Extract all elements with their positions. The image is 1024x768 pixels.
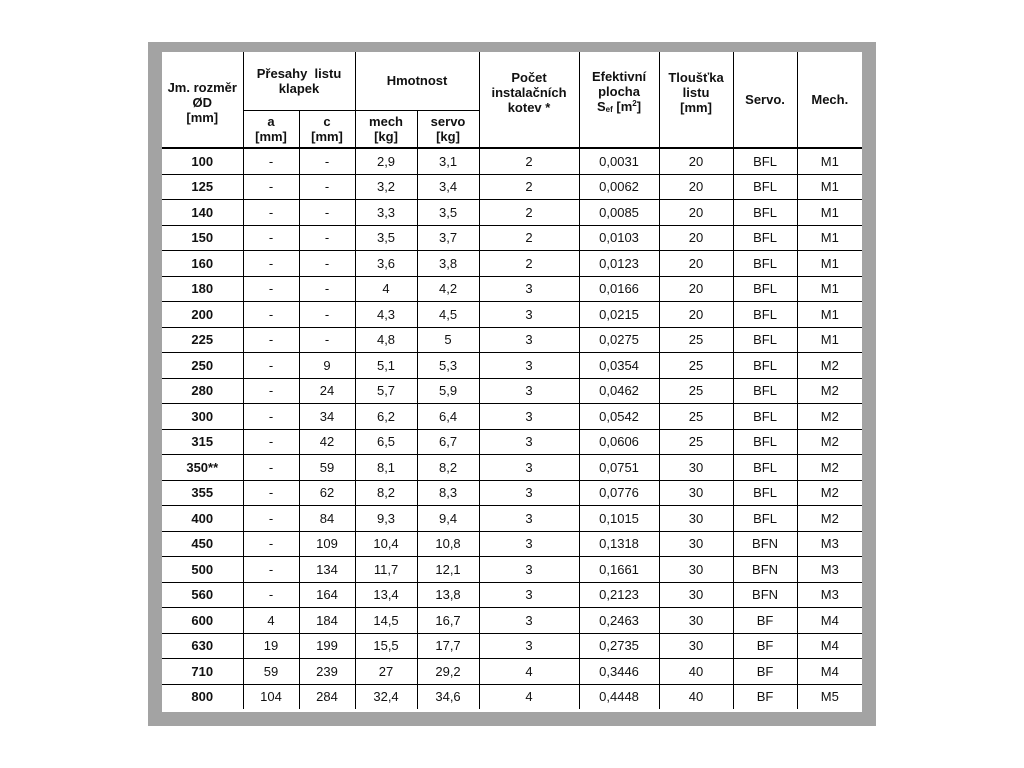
header-servo-label: Servo. [745, 92, 785, 107]
table-row [162, 404, 862, 430]
cell-weight-mech: 4,3 [355, 302, 417, 328]
header-weight-group [355, 52, 479, 110]
table-row [162, 302, 862, 328]
cell-size: 160 [162, 251, 243, 277]
cell-mech: M4 [797, 633, 862, 659]
cell-weight-servo: 5,9 [417, 378, 479, 404]
cell-weight-servo: 34,6 [417, 684, 479, 709]
cell-mech: M1 [797, 327, 862, 353]
cell-thickness: 20 [659, 251, 733, 277]
header-anchors [479, 52, 579, 148]
header-servo-weight-line: [kg] [436, 128, 460, 144]
cell-mech: M2 [797, 429, 862, 455]
cell-servo: BFN [733, 582, 797, 608]
cell-thickness: 40 [659, 659, 733, 685]
cell-servo: BFL [733, 225, 797, 251]
header-size-line: [mm] [186, 110, 219, 125]
header-thickness-line: Tloušťka [668, 70, 724, 85]
cell-thickness: 30 [659, 531, 733, 557]
cell-overlap-c: 239 [299, 659, 355, 685]
cell-anchors: 3 [479, 378, 579, 404]
cell-mech: M1 [797, 148, 862, 174]
header-overlap-a [243, 110, 299, 148]
header-mech-label: Mech. [811, 92, 849, 107]
cell-effective-area: 0,1661 [579, 557, 659, 583]
cell-overlap-a: - [243, 276, 299, 302]
cell-weight-servo: 5 [417, 327, 479, 353]
cell-anchors: 3 [479, 455, 579, 481]
cell-anchors: 4 [479, 684, 579, 709]
cell-effective-area: 0,0275 [579, 327, 659, 353]
cell-effective-area: 0,2463 [579, 608, 659, 634]
cell-thickness: 40 [659, 684, 733, 709]
cell-thickness: 30 [659, 582, 733, 608]
cell-mech: M4 [797, 659, 862, 685]
cell-mech: M2 [797, 480, 862, 506]
cell-overlap-a: - [243, 404, 299, 430]
cell-overlap-a: - [243, 582, 299, 608]
cell-effective-area: 0,0062 [579, 174, 659, 200]
header-size-line: ØD [192, 95, 212, 110]
area-unit-open: [m [612, 98, 633, 114]
cell-weight-servo: 17,7 [417, 633, 479, 659]
cell-overlap-a: - [243, 251, 299, 277]
cell-overlap-c: 184 [299, 608, 355, 634]
cell-size: 800 [191, 689, 214, 705]
cell-servo: BFL [733, 378, 797, 404]
header-c-line: [mm] [311, 128, 343, 144]
cell-thickness: 25 [659, 429, 733, 455]
cell-weight-servo: 3,7 [417, 225, 479, 251]
cell-size: 630 [162, 633, 243, 659]
cell-overlap-c: 109 [299, 531, 355, 557]
cell-weight-mech: 3,6 [355, 251, 417, 277]
cell-effective-area: 0,0031 [579, 148, 659, 174]
cell-servo: BFN [733, 557, 797, 583]
cell-weight-mech: 8,2 [355, 480, 417, 506]
cell-weight-mech: 13,4 [355, 582, 417, 608]
cell-size: 100 [162, 148, 243, 174]
cell-thickness: 25 [659, 404, 733, 430]
cell-overlap-a: - [243, 225, 299, 251]
header-area-line: Efektivní [591, 68, 647, 84]
cell-weight-mech: 5,1 [355, 353, 417, 379]
table-row [162, 506, 862, 532]
table-row [162, 557, 862, 583]
cell-effective-area: 0,1015 [579, 506, 659, 532]
cell-overlap-c: - [299, 251, 355, 277]
area-subscript: ef [605, 104, 613, 114]
cell-overlap-a: - [243, 455, 299, 481]
cell-weight-servo: 29,2 [417, 659, 479, 685]
header-area [579, 52, 659, 148]
cell-size: 225 [162, 327, 243, 353]
cell-weight-servo: 6,4 [417, 404, 479, 430]
cell-weight-mech: 6,5 [355, 429, 417, 455]
cell-size: 140 [162, 200, 243, 226]
cell-weight-servo: 3,4 [417, 174, 479, 200]
cell-weight-servo: 3,5 [417, 200, 479, 226]
cell-overlap-a: - [243, 506, 299, 532]
cell-overlap-c: 134 [299, 557, 355, 583]
cell-thickness: 25 [659, 353, 733, 379]
cell-overlap-c: - [299, 225, 355, 251]
cell-weight-mech: 32,4 [355, 684, 417, 709]
cell-servo: BFL [733, 429, 797, 455]
area-superscript: 2 [632, 98, 637, 108]
cell-weight-servo: 8,2 [417, 455, 479, 481]
header-a-line: [mm] [255, 128, 287, 144]
cell-effective-area: 0,0606 [579, 429, 659, 455]
area-unit-close: ] [636, 98, 642, 114]
cell-anchors: 3 [479, 582, 579, 608]
cell-mech: M1 [797, 251, 862, 277]
cell-overlap-a: - [243, 353, 299, 379]
header-mech-weight-line: [kg] [374, 128, 398, 144]
cell-weight-servo: 5,3 [417, 353, 479, 379]
cell-anchors: 3 [479, 429, 579, 455]
cell-size: 315 [162, 429, 243, 455]
table-row [162, 608, 862, 634]
header-a-line: a [267, 113, 275, 129]
cell-servo: BFL [733, 200, 797, 226]
area-symbol: S [596, 98, 606, 114]
cell-effective-area: 0,0776 [579, 480, 659, 506]
cell-size: 500 [162, 557, 243, 583]
cell-effective-area: 0,4448 [579, 684, 659, 709]
cell-overlap-a: - [243, 148, 299, 174]
cell-servo: BF [733, 633, 797, 659]
cell-weight-servo: 9,4 [417, 506, 479, 532]
header-anchors-line: instalačních [491, 85, 567, 100]
cell-mech: M2 [797, 455, 862, 481]
cell-overlap-c: 284 [299, 684, 355, 709]
cell-overlap-a: - [243, 327, 299, 353]
cell-servo: BFL [733, 302, 797, 328]
cell-mech: M2 [797, 506, 862, 532]
header-overlap-c [299, 110, 355, 148]
cell-size: 125 [162, 174, 243, 200]
cell-weight-mech: 3,5 [355, 225, 417, 251]
cell-effective-area: 0,0215 [579, 302, 659, 328]
cell-servo: BFL [733, 353, 797, 379]
cell-overlap-c: 164 [299, 582, 355, 608]
cell-overlap-c: - [299, 148, 355, 174]
cell-anchors: 2 [479, 251, 579, 277]
cell-servo: BFL [733, 276, 797, 302]
cell-thickness: 20 [659, 225, 733, 251]
cell-thickness: 20 [659, 302, 733, 328]
cell-anchors: 3 [479, 557, 579, 583]
cell-weight-mech: 3,3 [355, 200, 417, 226]
cell-effective-area: 0,0103 [579, 225, 659, 251]
table-row [162, 200, 862, 226]
cell-overlap-a: - [243, 302, 299, 328]
cell-weight-servo: 16,7 [417, 608, 479, 634]
table-row [162, 353, 862, 379]
cell-anchors: 2 [479, 200, 579, 226]
cell-thickness: 30 [659, 557, 733, 583]
cell-effective-area: 0,0166 [579, 276, 659, 302]
cell-thickness: 25 [659, 378, 733, 404]
cell-mech: M1 [797, 174, 862, 200]
header-thickness-line: listu [682, 85, 710, 100]
cell-overlap-c: - [299, 200, 355, 226]
cell-weight-servo: 10,8 [417, 531, 479, 557]
cell-size: 250 [162, 353, 243, 379]
cell-weight-servo: 4,5 [417, 302, 479, 328]
cell-weight-mech: 27 [355, 659, 417, 685]
cell-servo: BFN [733, 531, 797, 557]
cell-anchors: 3 [479, 480, 579, 506]
cell-servo: BFL [733, 480, 797, 506]
header-overlap-line: klapek [278, 80, 320, 96]
cell-anchors: 2 [479, 174, 579, 200]
cell-size: 600 [162, 608, 243, 634]
cell-mech: M2 [797, 378, 862, 404]
header-overlap-group [243, 52, 355, 110]
cell-weight-mech: 8,1 [355, 455, 417, 481]
cell-overlap-c: - [299, 276, 355, 302]
cell-servo: BF [733, 608, 797, 634]
cell-overlap-a: 19 [243, 633, 299, 659]
cell-servo: BFL [733, 455, 797, 481]
cell-overlap-a: - [243, 200, 299, 226]
table-row [162, 148, 862, 174]
cell-overlap-a: 59 [243, 659, 299, 685]
header-thickness [659, 52, 733, 148]
cell-size: 200 [162, 302, 243, 328]
table-row [162, 633, 862, 659]
cell-weight-mech: 2,9 [355, 148, 417, 174]
cell-anchors: 3 [479, 531, 579, 557]
table-row [162, 251, 862, 277]
cell-weight-servo: 4,2 [417, 276, 479, 302]
cell-effective-area: 0,3446 [579, 659, 659, 685]
cell-thickness: 30 [659, 608, 733, 634]
cell-effective-area: 0,0462 [579, 378, 659, 404]
cell-servo: BFL [733, 251, 797, 277]
cell-overlap-c: - [299, 174, 355, 200]
cell-overlap-a: - [243, 557, 299, 583]
cell-mech: M3 [797, 531, 862, 557]
cell-weight-servo: 6,7 [417, 429, 479, 455]
cell-overlap-c: - [299, 327, 355, 353]
header-size-line: Jm. rozměr [167, 80, 237, 95]
header-weight-label: Hmotnost [386, 73, 448, 89]
cell-mech: M1 [797, 225, 862, 251]
cell-servo: BFL [733, 148, 797, 174]
table-row [162, 225, 862, 251]
cell-servo: BFL [733, 327, 797, 353]
cell-mech: M1 [797, 276, 862, 302]
cell-mech: M1 [797, 200, 862, 226]
cell-weight-mech: 5,7 [355, 378, 417, 404]
cell-anchors: 3 [479, 633, 579, 659]
cell-thickness: 30 [659, 506, 733, 532]
table-row [162, 174, 862, 200]
cell-weight-mech: 6,2 [355, 404, 417, 430]
table-row [162, 429, 862, 455]
cell-servo: BF [733, 684, 797, 709]
cell-size: 355 [162, 480, 243, 506]
header-servo-weight-line: servo [430, 113, 466, 129]
cell-overlap-a: - [243, 378, 299, 404]
cell-anchors: 3 [479, 404, 579, 430]
cell-weight-mech: 11,7 [355, 557, 417, 583]
cell-overlap-c: 62 [299, 480, 355, 506]
cell-anchors: 2 [479, 225, 579, 251]
cell-effective-area: 0,0751 [579, 455, 659, 481]
cell-weight-mech: 9,3 [355, 506, 417, 532]
cell-anchors: 4 [479, 659, 579, 685]
header-anchors-line: kotev * [507, 100, 551, 115]
cell-servo: BFL [733, 404, 797, 430]
cell-weight-servo: 3,1 [417, 148, 479, 174]
cell-overlap-c: 199 [299, 633, 355, 659]
cell-mech: M2 [797, 353, 862, 379]
cell-thickness: 20 [659, 148, 733, 174]
cell-size: 150 [162, 225, 243, 251]
cell-anchors: 3 [479, 327, 579, 353]
cell-weight-servo: 3,8 [417, 251, 479, 277]
cell-overlap-a: 104 [243, 684, 299, 709]
header-mech-weight-line: mech [369, 113, 403, 129]
cell-thickness: 30 [659, 633, 733, 659]
cell-anchors: 3 [479, 608, 579, 634]
cell-size: 710 [162, 659, 243, 685]
cell-weight-mech: 3,2 [355, 174, 417, 200]
cell-effective-area: 0,0354 [579, 353, 659, 379]
cell-weight-mech: 15,5 [355, 633, 417, 659]
cell-size: 180 [162, 276, 243, 302]
spec-sheet [162, 52, 862, 712]
cell-overlap-c: 84 [299, 506, 355, 532]
cell-servo: BFL [733, 174, 797, 200]
table-row [162, 531, 862, 557]
cell-overlap-c: 59 [299, 455, 355, 481]
cell-overlap-a: 4 [243, 608, 299, 634]
cell-overlap-c: 42 [299, 429, 355, 455]
cell-effective-area: 0,0085 [579, 200, 659, 226]
cell-effective-area: 0,0542 [579, 404, 659, 430]
header-weight-servo [417, 110, 479, 148]
cell-thickness: 30 [659, 455, 733, 481]
cell-overlap-c: 9 [299, 353, 355, 379]
cell-overlap-a: - [243, 429, 299, 455]
header-servo [733, 52, 797, 148]
cell-overlap-c: 34 [299, 404, 355, 430]
header-weight-mech [355, 110, 417, 148]
cell-weight-mech: 4,8 [355, 327, 417, 353]
cell-size: 560 [162, 582, 243, 608]
cell-size: 280 [162, 378, 243, 404]
cell-thickness: 20 [659, 174, 733, 200]
table-row [162, 684, 862, 709]
cell-size: 400 [162, 506, 243, 532]
header-area-unit [580, 99, 659, 117]
cell-overlap-a: - [243, 531, 299, 557]
table-body [162, 148, 862, 709]
cell-thickness: 30 [659, 480, 733, 506]
cell-effective-area: 0,0123 [579, 251, 659, 277]
cell-effective-area: 0,1318 [579, 531, 659, 557]
cell-anchors: 3 [479, 353, 579, 379]
header-c-line: c [323, 113, 331, 129]
cell-mech: M5 [797, 684, 862, 709]
cell-thickness: 25 [659, 327, 733, 353]
cell-weight-mech: 10,4 [355, 531, 417, 557]
table-row [162, 276, 862, 302]
damper-spec-table [162, 52, 862, 709]
cell-mech: M3 [797, 582, 862, 608]
table-row [162, 378, 862, 404]
table-row [162, 327, 862, 353]
cell-size: 350** [162, 455, 243, 481]
cell-anchors: 3 [479, 276, 579, 302]
table-row [162, 582, 862, 608]
header-anchors-line: Počet [511, 70, 547, 85]
cell-servo: BF [733, 659, 797, 685]
cell-weight-mech: 14,5 [355, 608, 417, 634]
table-row [162, 480, 862, 506]
cell-size: 300 [162, 404, 243, 430]
cell-mech: M2 [797, 404, 862, 430]
cell-overlap-c: 24 [299, 378, 355, 404]
cell-thickness: 20 [659, 200, 733, 226]
table-row [162, 659, 862, 685]
cell-mech: M1 [797, 302, 862, 328]
header-overlap-line: Přesahy listu [256, 65, 342, 81]
table-row [162, 455, 862, 481]
cell-weight-servo: 13,8 [417, 582, 479, 608]
cell-overlap-c: - [299, 302, 355, 328]
cell-weight-servo: 8,3 [417, 480, 479, 506]
cell-effective-area: 0,2735 [579, 633, 659, 659]
cell-size: 450 [162, 531, 243, 557]
cell-effective-area: 0,2123 [579, 582, 659, 608]
cell-mech: M4 [797, 608, 862, 634]
cell-servo: BFL [733, 506, 797, 532]
cell-anchors: 3 [479, 506, 579, 532]
cell-weight-servo: 12,1 [417, 557, 479, 583]
header-thickness-line: [mm] [680, 100, 712, 115]
cell-weight-mech: 4 [355, 276, 417, 302]
header-size [162, 52, 243, 148]
cell-overlap-a: - [243, 480, 299, 506]
cell-thickness: 20 [659, 276, 733, 302]
cell-mech: M3 [797, 557, 862, 583]
cell-anchors: 2 [479, 148, 579, 174]
cell-anchors: 3 [479, 302, 579, 328]
header-mech [797, 52, 862, 148]
header-area-line: plocha [598, 83, 640, 99]
cell-overlap-a: - [243, 174, 299, 200]
